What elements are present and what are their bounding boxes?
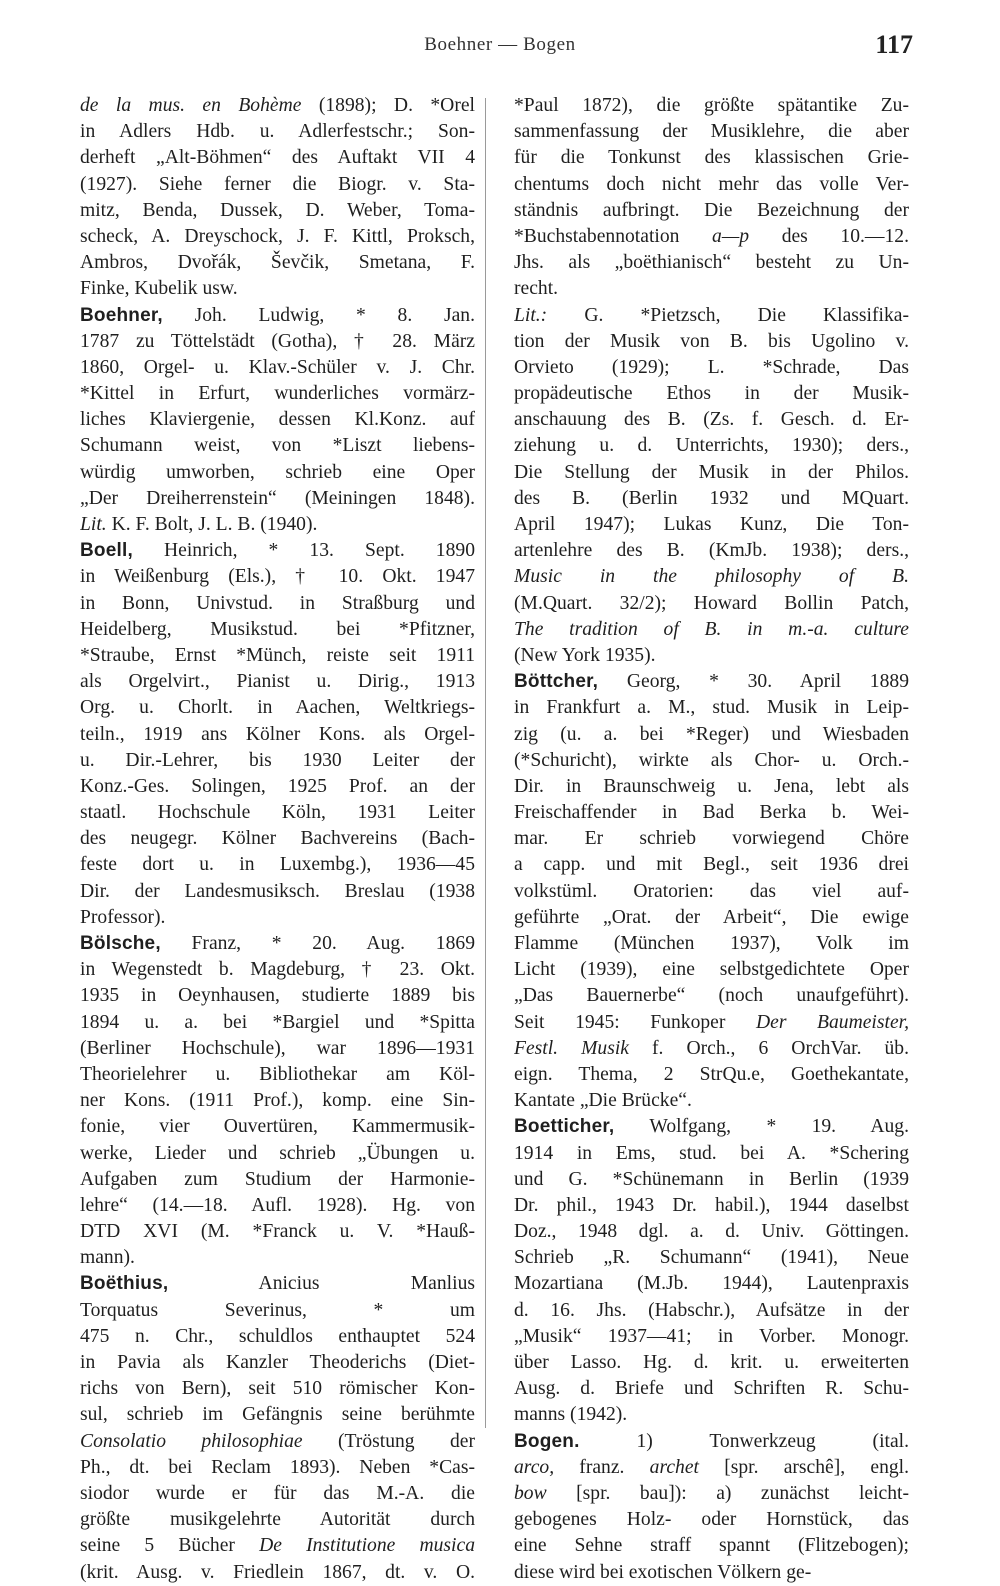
text-line: [514, 145, 909, 171]
line-text: 475 n. Chr., schuldlos enthauptet 524: [80, 1325, 475, 1347]
text-line: [80, 1350, 475, 1376]
line-text: *Kittel in Erfurt, wunderliches vormärz-: [80, 383, 475, 405]
text-line: [80, 1114, 475, 1140]
line-text: zig (u. a. bei *Reger) und Wiesbaden: [514, 723, 909, 745]
text-line: [80, 93, 475, 119]
line-text: eine Sehne straff spannt (Flitzebogen);: [514, 1535, 909, 1557]
line-text: Die Stellung der Musik in der Philos.: [514, 461, 909, 483]
text-line: [514, 486, 909, 512]
right-column: [514, 93, 909, 1586]
line-text: geführte „Orat. der Arbeit“, Die ewige: [514, 906, 909, 928]
page-number: 117: [875, 30, 913, 59]
line-text: (1898); D. *Orel: [301, 95, 475, 116]
line-text: tion der Musik von B. bis Ugolino v.: [514, 330, 909, 352]
line-text: teiln., 1919 ans Kölner Kons. als Orgel-: [80, 723, 475, 745]
text-line: [80, 329, 475, 355]
line-text: Ph., dt. bei Reclam 1893). Neben *Cas-: [80, 1456, 475, 1478]
line-text: Flamme (München 1937), Volk im: [514, 933, 909, 954]
line-text: (M.Quart. 32/2); Howard Bollin Patch,: [514, 592, 909, 614]
text-line: [80, 669, 475, 695]
text-line: [80, 1036, 475, 1062]
text-line: [514, 669, 909, 695]
text-line: [80, 1062, 475, 1088]
line-text: sammenfassung der Musiklehre, die aber: [514, 121, 909, 143]
line-text: Finke, Kubelik usw.: [80, 278, 238, 300]
text-line: [80, 1141, 475, 1167]
text-line: [514, 1193, 909, 1219]
italic-text: a—p: [712, 225, 750, 247]
text-line: [514, 1245, 909, 1271]
line-text: in Weißenburg (Els.), † 10. Okt. 1947: [80, 566, 475, 588]
line-text: anschauung des B. (Zs. f. Gesch. d. Er-: [514, 409, 909, 431]
line-text: würdig umworben, schrieb eine Oper: [80, 461, 475, 483]
text-line: [514, 1271, 909, 1297]
text-line: [514, 1507, 909, 1533]
italic-text: Music in the philosophy of B.: [514, 566, 909, 588]
text-line: [514, 1219, 909, 1245]
line-text: Ausg. d. Briefe und Schriften R. Schu-: [514, 1378, 909, 1400]
entry-headword: Boell,: [80, 540, 133, 562]
italic-text: Der Baumeister,: [755, 1011, 909, 1033]
italic-text: arco,: [514, 1456, 555, 1478]
text-line: [80, 564, 475, 590]
line-text: Schrieb „R. Schumann“ (1941), Neue: [514, 1247, 909, 1269]
line-text: Wolfgang, * 19. Aug.: [614, 1116, 909, 1138]
text-line: [80, 538, 475, 564]
line-text: staatl. Hochschule Köln, 1931 Leiter: [80, 802, 475, 824]
line-text: u. Dir.-Lehrer, bis 1930 Leiter der: [80, 749, 475, 771]
line-text: [spr. arschê], engl.: [699, 1456, 909, 1478]
text-line: [514, 1036, 909, 1062]
text-line: [514, 1062, 909, 1088]
line-text: in Wegenstedt b. Magdeburg, † 23. Okt.: [80, 959, 475, 981]
line-text: Theorielehrer u. Bibliothekar am Köl-: [80, 1063, 475, 1085]
text-line: [514, 198, 909, 224]
text-line: [80, 486, 475, 512]
text-line: [80, 276, 475, 302]
text-line: [80, 1376, 475, 1402]
line-text: Franz, * 20. Aug. 1869: [160, 933, 475, 954]
text-line: [80, 957, 475, 983]
text-line: [80, 250, 475, 276]
line-text: Schumann weist, von *Liszt liebens-: [80, 435, 475, 457]
line-text: Dir. der Landesmusiksch. Breslau (1938: [80, 880, 475, 902]
line-text: ner Kons. (1911 Prof.), komp. eine Sin-: [80, 1090, 475, 1112]
line-text: Org. u. Chorlt. in Aachen, Weltkriegs-: [80, 697, 475, 719]
text-line: [514, 983, 909, 1009]
column-divider: [485, 98, 486, 1428]
text-line: [514, 905, 909, 931]
text-line: [514, 381, 909, 407]
text-line: [80, 748, 475, 774]
line-text: mitz, Benda, Dussek, D. Weber, Toma-: [80, 199, 475, 221]
text-line: [80, 198, 475, 224]
line-text: mar. Er schrieb vorwiegend Chöre: [514, 828, 909, 850]
text-line: [514, 512, 909, 538]
italic-text: archet: [649, 1456, 699, 1478]
line-text: über Lasso. Hg. d. krit. u. erweiterten: [514, 1352, 909, 1373]
line-text: *Paul 1872), die größte spätantike Zu-: [514, 95, 909, 116]
line-text: scheck, A. Dreyschock, J. F. Kittl, Proksch,: [80, 225, 475, 247]
line-text: chentums doch nicht mehr das volle Ver-: [514, 173, 909, 195]
line-text: „Das Bauernerbe“ (noch unaufgeführt).: [514, 985, 909, 1007]
line-text: Professor).: [80, 906, 166, 928]
line-text: Seit 1945: Funkoper: [514, 1011, 756, 1033]
text-line: [80, 826, 475, 852]
line-text: *Buchstabennotation: [514, 225, 713, 247]
line-text: siodor wurde er für das M.-A. die: [80, 1482, 475, 1504]
line-text: Licht (1939), eine selbstgedichtete Oper: [514, 959, 909, 981]
line-text: Freischaffender in Bad Berka b. Wei-: [514, 802, 909, 824]
line-text: Doz., 1948 dgl. a. d. Univ. Göttingen.: [514, 1221, 909, 1243]
line-text: (Tröstung der: [302, 1430, 475, 1452]
text-line: [80, 460, 475, 486]
text-line: [514, 748, 909, 774]
text-line: [514, 800, 909, 826]
line-text: 1) Tonwerkzeug (ital.: [579, 1430, 909, 1452]
italic-text: Lit.: [80, 514, 107, 535]
text-line: [514, 1298, 909, 1324]
line-text: (Berliner Hochschule), war 1896—1931: [80, 1037, 475, 1059]
line-text: Kantate „Die Brücke“.: [514, 1090, 692, 1112]
line-text: Georg, * 30. April 1889: [598, 671, 909, 693]
line-text: größte musikgelehrte Autorität durch: [80, 1509, 475, 1531]
text-line: [80, 1010, 475, 1036]
line-text: (New York 1935).: [514, 644, 656, 666]
line-text: f. Orch., 6 OrchVar. üb.: [629, 1037, 909, 1059]
line-text: „Der Dreiherrenstein“ (Meiningen 1848).: [80, 487, 475, 509]
text-line: [514, 564, 909, 590]
text-line: [80, 1429, 475, 1455]
line-text: *Straube, Ernst *Münch, reiste seit 1911: [80, 644, 475, 666]
text-line: [80, 1560, 475, 1586]
text-line: [80, 931, 475, 957]
entry-headword: Böttcher,: [514, 671, 599, 693]
text-line: [514, 119, 909, 145]
text-line: [80, 381, 475, 407]
entry-headword: Bogen.: [514, 1430, 580, 1452]
text-line: [80, 591, 475, 617]
line-text: Dir. in Braunschweig u. Jena, lebt als: [514, 775, 909, 797]
line-text: Dr. phil., 1943 Dr. habil.), 1944 daselbst: [514, 1194, 909, 1216]
text-line: [80, 172, 475, 198]
text-line: [80, 1167, 475, 1193]
line-text: gebogenes Holz- oder Hornstück, das: [514, 1509, 909, 1531]
text-line: [514, 93, 909, 119]
text-line: [80, 643, 475, 669]
entry-headword: Boehner,: [80, 304, 163, 326]
text-line: [80, 695, 475, 721]
text-line: [80, 145, 475, 171]
text-line: [514, 224, 909, 250]
text-line: [80, 1324, 475, 1350]
line-text: DTD XVI (M. *Franck u. V. *Hauß-: [80, 1221, 475, 1243]
line-text: in Bonn, Univstud. in Straßburg und: [80, 592, 475, 614]
line-text: Joh. Ludwig, * 8. Jan.: [162, 304, 475, 326]
text-line: [514, 1376, 909, 1402]
text-line: [80, 1088, 475, 1114]
text-line: [80, 303, 475, 329]
line-text: Jhs. als „boëthianisch“ besteht zu Un-: [514, 252, 909, 274]
line-text: eign. Thema, 2 StrQu.e, Goethekantate,: [514, 1063, 909, 1085]
text-line: [514, 250, 909, 276]
running-head: [0, 30, 1000, 66]
entry-headword: Boetticher,: [514, 1116, 615, 1138]
italic-text: Festl. Musik: [514, 1037, 629, 1059]
left-column: [80, 93, 475, 1586]
text-line: [514, 931, 909, 957]
text-line: [514, 172, 909, 198]
text-line: [514, 433, 909, 459]
text-line: [514, 538, 909, 564]
line-text: in Pavia als Kanzler Theoderichs (Diet-: [80, 1352, 475, 1373]
line-text: „Musik“ 1937—41; in Vorber. Monogr.: [514, 1325, 909, 1347]
text-line: [514, 852, 909, 878]
line-text: des 10.—12.: [749, 225, 909, 247]
line-text: 1787 zu Töttelstädt (Gotha), † 28. März: [80, 330, 475, 352]
line-text: fonie, vier Ouvertüren, Kammermusik-: [80, 1116, 475, 1138]
line-text: artenlehre des B. (KmJb. 1938); ders.,: [514, 540, 909, 562]
text-line: [80, 774, 475, 800]
line-text: Anicius Manlius: [168, 1273, 475, 1295]
text-line: [514, 276, 909, 302]
line-text: werke, Lieder und schrieb „Übungen u.: [80, 1142, 475, 1164]
line-text: und G. *Schünemann in Berlin (1939: [514, 1168, 909, 1190]
page-title: Boehner — Bogen: [424, 34, 576, 55]
line-text: recht.: [514, 278, 559, 300]
text-line: [80, 617, 475, 643]
line-text: lehre“ (14.—18. Aufl. 1928). Hg. von: [80, 1194, 475, 1216]
text-line: [514, 1481, 909, 1507]
line-text: Konz.-Ges. Solingen, 1925 Prof. an der: [80, 775, 475, 797]
text-line: [514, 1114, 909, 1140]
text-line: [80, 224, 475, 250]
entry-headword: Bölsche,: [80, 933, 161, 954]
line-text: seine 5 Bücher: [80, 1535, 260, 1557]
line-text: Torquatus Severinus, * um: [80, 1299, 475, 1321]
line-text: Heidelberg, Musikstud. bei *Pfitzner,: [80, 618, 475, 640]
line-text: richs von Bern), seit 510 römischer Kon-: [80, 1378, 475, 1400]
line-text: 1860, Orgel- u. Klav.-Schüler v. J. Chr.: [80, 356, 475, 378]
text-line: [80, 433, 475, 459]
text-line: [80, 355, 475, 381]
text-line: [80, 722, 475, 748]
text-line: [80, 983, 475, 1009]
line-text: a capp. und mit Begl., seit 1936 drei: [514, 854, 909, 876]
text-line: [80, 1507, 475, 1533]
italic-text: bow: [514, 1482, 547, 1504]
text-line: [514, 643, 909, 669]
line-text: als Orgelvirt., Pianist u. Dirig., 1913: [80, 671, 475, 693]
text-line: [80, 1298, 475, 1324]
line-text: ziehung u. d. Unterrichts, 1930); ders.,: [514, 435, 909, 457]
italic-text: The tradition of B. in m.-a. culture: [514, 618, 909, 640]
entry-headword: Boëthius,: [80, 1273, 169, 1295]
line-text: Orvieto (1929); L. *Schrade, Das: [514, 356, 909, 378]
italic-text: Consolatio philosophiae: [80, 1430, 303, 1452]
line-text: liches Klaviergenie, dessen Kl.Konz. auf: [80, 409, 475, 431]
text-line: [80, 879, 475, 905]
line-text: (1927). Siehe ferner die Biogr. v. Sta-: [80, 173, 475, 195]
text-line: [514, 722, 909, 748]
text-line: [514, 1010, 909, 1036]
text-line: [514, 879, 909, 905]
text-line: [514, 1167, 909, 1193]
line-text: [spr. bau]): a) zunächst leicht-: [546, 1482, 909, 1504]
line-text: für die Tonkunst des klassischen Grie-: [514, 147, 909, 169]
line-text: in Frankfurt a. M., stud. Musik in Leip-: [514, 697, 909, 719]
line-text: derheft „Alt-Böhmen“ des Auftakt VII 4: [80, 147, 475, 169]
line-text: April 1947); Lukas Kunz, Die Ton-: [514, 514, 909, 535]
text-line: [514, 303, 909, 329]
line-text: diese wird bei exotischen Völkern ge-: [514, 1561, 812, 1583]
text-line: [80, 1245, 475, 1271]
text-line: [80, 1533, 475, 1559]
text-line: [514, 1560, 909, 1586]
line-text: mann).: [80, 1247, 135, 1269]
text-line: [514, 460, 909, 486]
line-text: 1914 in Ems, stud. bei A. *Schering: [514, 1142, 909, 1164]
text-line: [514, 957, 909, 983]
line-text: d. 16. Jhs. (Habschr.), Aufsätze in der: [514, 1299, 909, 1321]
text-line: [514, 826, 909, 852]
text-line: [514, 1402, 909, 1428]
text-line: [514, 1533, 909, 1559]
text-line: [80, 905, 475, 931]
line-text: sul, schrieb im Gefängnis seine berühmte: [80, 1404, 475, 1426]
text-line: [80, 512, 475, 538]
text-line: [514, 1141, 909, 1167]
text-line: [80, 852, 475, 878]
text-line: [514, 329, 909, 355]
text-line: [80, 800, 475, 826]
italic-text: Lit.:: [514, 304, 548, 326]
text-line: [80, 1481, 475, 1507]
text-line: [80, 1271, 475, 1297]
text-line: [514, 774, 909, 800]
text-line: [514, 1429, 909, 1455]
line-text: (*Schuricht), wirkte als Chor- u. Orch.-: [514, 749, 909, 771]
text-line: [514, 1324, 909, 1350]
text-line: [514, 1350, 909, 1376]
line-text: 1935 in Oeynhausen, studierte 1889 bis: [80, 985, 475, 1007]
text-line: [80, 119, 475, 145]
line-text: franz.: [554, 1456, 650, 1478]
line-text: K. F. Bolt, J. L. B. (1940).: [106, 514, 318, 535]
text-line: [80, 1219, 475, 1245]
line-text: 1894 u. a. bei *Bargiel und *Spitta: [80, 1011, 475, 1033]
italic-text: De Institutione musica: [259, 1535, 475, 1557]
line-text: des B. (Berlin 1932 und MQuart.: [514, 487, 909, 509]
line-text: Mozartiana (M.Jb. 1944), Lautenpraxis: [514, 1273, 909, 1295]
line-text: G. *Pietzsch, Die Klassifika-: [547, 304, 909, 326]
text-line: [80, 1402, 475, 1428]
line-text: des neugegr. Kölner Bachvereins (Bach-: [80, 828, 475, 850]
line-text: propädeutische Ethos in der Musik-: [514, 383, 909, 405]
text-line: [80, 407, 475, 433]
italic-text: de la mus. en Bohème: [80, 95, 302, 116]
text-line: [514, 1455, 909, 1481]
line-text: feste dort u. in Luxembg.), 1936—45: [80, 854, 475, 876]
line-text: ständnis aufbringt. Die Bezeichnung der: [514, 199, 909, 221]
text-line: [514, 407, 909, 433]
line-text: Aufgaben zum Studium der Harmonie-: [80, 1168, 475, 1190]
text-line: [514, 1088, 909, 1114]
line-text: (krit. Ausg. v. Friedlein 1867, dt. v. O.: [80, 1561, 475, 1583]
line-text: manns (1942).: [514, 1404, 628, 1426]
text-line: [514, 355, 909, 381]
text-line: [514, 695, 909, 721]
line-text: volkstüml. Oratorien: das viel auf-: [514, 880, 909, 902]
text-line: [514, 591, 909, 617]
line-text: in Adlers Hdb. u. Adlerfestschr.; Son-: [80, 121, 475, 143]
line-text: Ambros, Dvořák, Ševčik, Smetana, F.: [80, 252, 475, 274]
text-line: [80, 1193, 475, 1219]
text-line: [80, 1455, 475, 1481]
text-line: [514, 617, 909, 643]
line-text: Heinrich, * 13. Sept. 1890: [132, 540, 475, 562]
